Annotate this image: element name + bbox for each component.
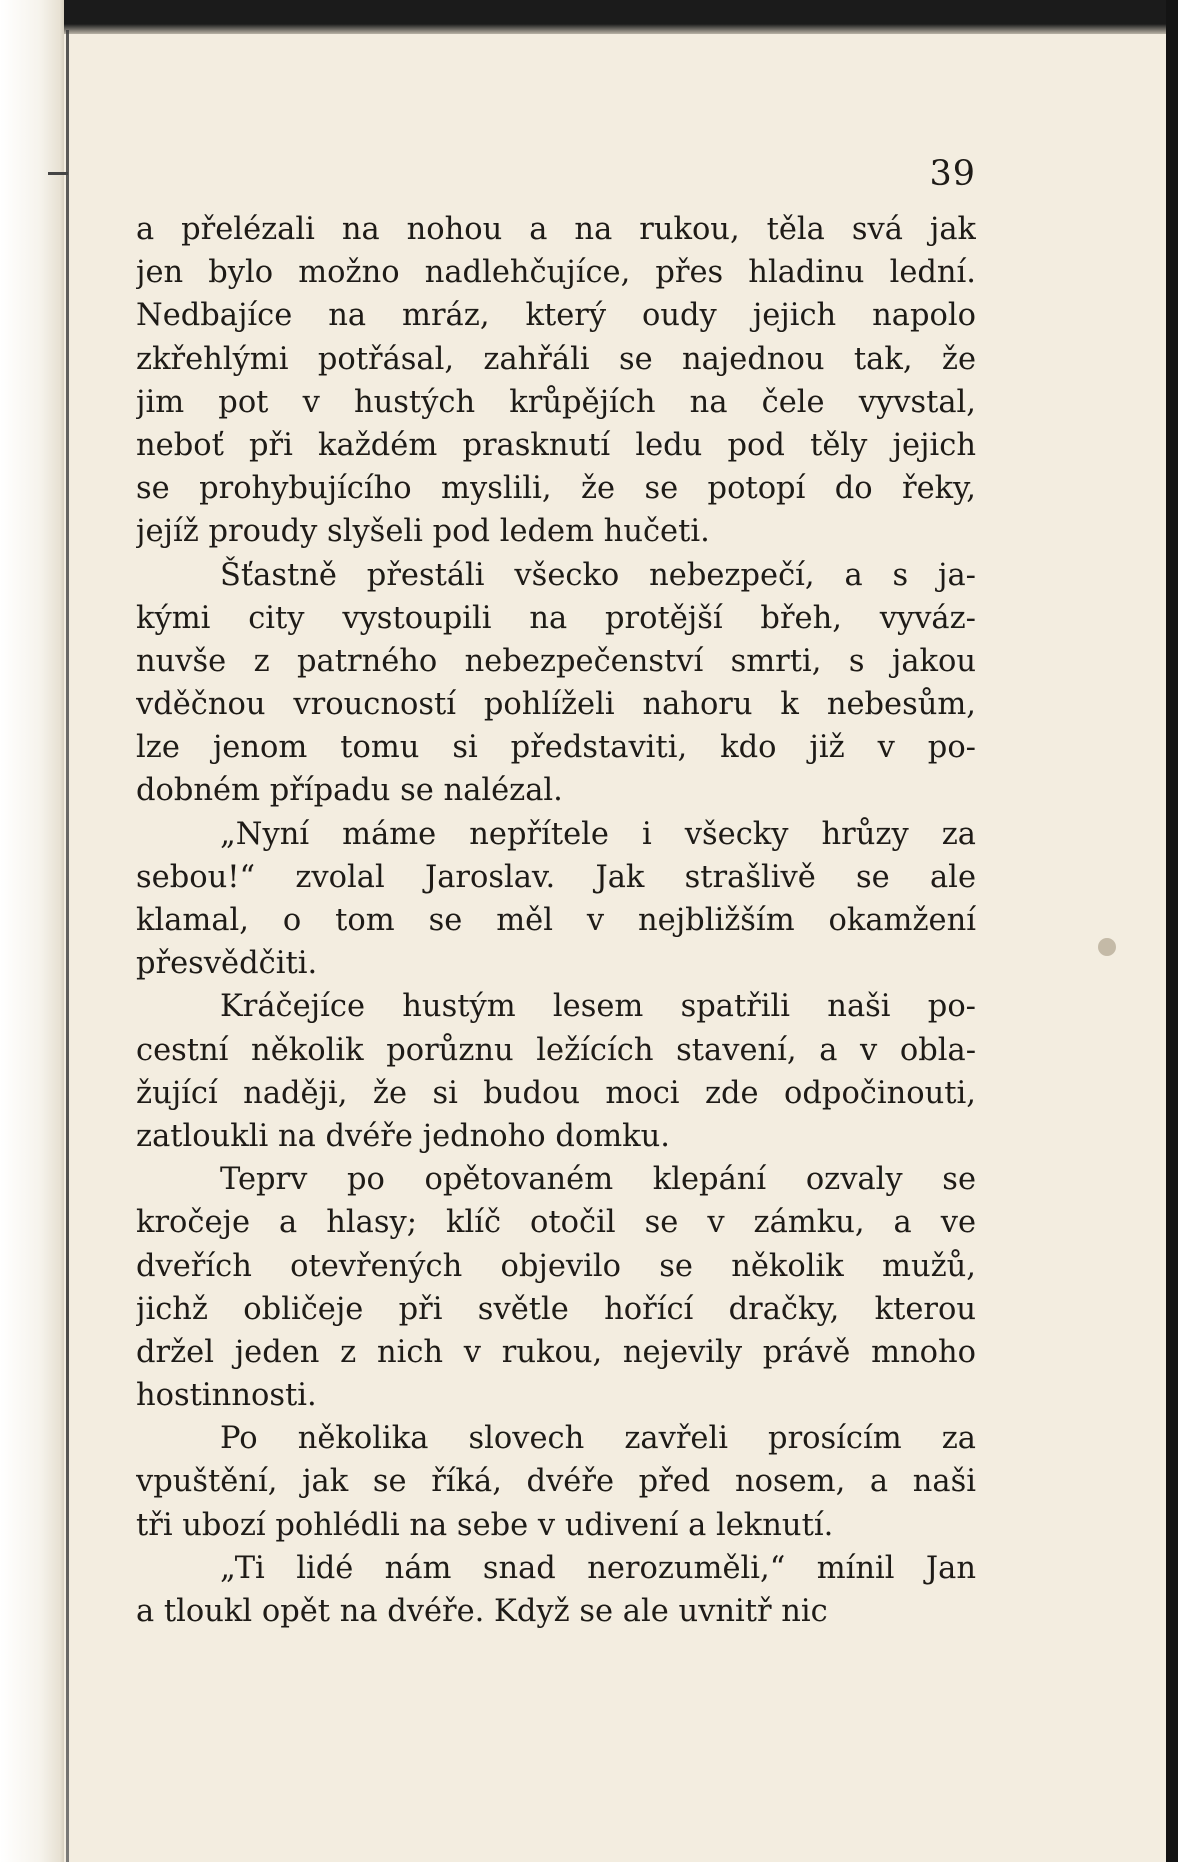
text-line: dveřích otevřených objevilo se několik mužů, bbox=[136, 1248, 976, 1284]
text-line: vděčnou vroucností pohlíželi nahoru k nebesům, bbox=[136, 687, 976, 723]
gutter-rule bbox=[66, 30, 69, 1862]
text-line: hostinnosti. bbox=[136, 1378, 317, 1414]
paper-stain bbox=[1098, 938, 1116, 956]
text-line: jim pot v hustých krůpějích na čele vyvstal, bbox=[136, 384, 976, 420]
text-line: jichž obličeje při světle hořící dračky, kterou bbox=[136, 1291, 976, 1327]
text-line: „Ti lidé nám snad nerozuměli,“ mínil Jan bbox=[220, 1550, 976, 1586]
page-content bbox=[136, 156, 976, 1633]
paragraph bbox=[136, 1417, 976, 1547]
text-line: Kráčejíce hustým lesem spatřili naši po- bbox=[220, 989, 976, 1025]
text-line: cestní několik porůznu ležících stavení, a v obla- bbox=[136, 1032, 976, 1068]
paragraph bbox=[136, 554, 976, 813]
text-line: a tloukl opět na dvéře. Když se ale uvnitř nic bbox=[136, 1594, 828, 1629]
text-line: a přelézali na nohou a na rukou, těla svá jak bbox=[136, 212, 976, 247]
text-line: neboť při každém prasknutí ledu pod těly jejich bbox=[136, 427, 976, 463]
text-line: dobném případu se nalézal. bbox=[136, 773, 563, 809]
paragraph bbox=[136, 1158, 976, 1417]
text-line: zkřehlými potřásal, zahřáli se najednou tak, že bbox=[136, 341, 976, 377]
text-line: jen bylo možno nadlehčujíce, přes hladinu lední. bbox=[136, 255, 976, 291]
scan-top-edge bbox=[0, 0, 1178, 34]
text-line: Nedbajíce na mráz, který oudy jejich napolo bbox=[136, 298, 976, 334]
text-line: lze jenom tomu si představiti, kdo již v po- bbox=[136, 730, 976, 766]
gutter-mark bbox=[48, 172, 68, 175]
text-line: „Nyní máme nepřítele i všecky hrůzy za bbox=[220, 816, 976, 852]
paragraph bbox=[136, 985, 976, 1158]
text-line: jejíž proudy slyšeli pod ledem hučeti. bbox=[136, 514, 710, 550]
page-number: 39 bbox=[929, 154, 976, 194]
text-line: přesvědčiti. bbox=[136, 946, 318, 982]
text-line: nuvše z patrného nebezpečenství smrti, s jakou bbox=[136, 643, 976, 679]
text-line: klamal, o tom se měl v nejbližším okamžení bbox=[136, 903, 976, 938]
paragraph bbox=[136, 208, 976, 554]
text-line: držel jeden z nich v rukou, nejevily právě mnoho bbox=[136, 1334, 976, 1370]
text-line: kročeje a hlasy; klíč otočil se v zámku, a ve bbox=[136, 1205, 976, 1241]
text-line: žující naději, že si budou moci zde odpočinouti, bbox=[136, 1075, 976, 1111]
paragraph bbox=[136, 1547, 976, 1633]
text-line: vpuštění, jak se říká, dvéře před nosem, a naši bbox=[136, 1464, 976, 1500]
text-line: se prohybujícího myslili, že se potopí do řeky, bbox=[136, 471, 976, 507]
text-line: Po několika slovech zavřeli prosícím za bbox=[220, 1421, 976, 1457]
book-gutter bbox=[0, 0, 64, 1862]
text-line: Šťastně přestáli všecko nebezpečí, a s ja- bbox=[220, 557, 976, 593]
body-text bbox=[136, 208, 976, 1633]
scan-right-edge bbox=[1166, 0, 1178, 1862]
text-line: sebou!“ zvolal Jaroslav. Jak strašlivě se ale bbox=[136, 859, 976, 895]
text-line: zatloukli na dvéře jednoho domku. bbox=[136, 1118, 670, 1154]
text-line: kými city vystoupili na protější břeh, vyváz- bbox=[136, 600, 976, 636]
text-line: Teprv po opětovaném klepání ozvaly se bbox=[220, 1162, 976, 1198]
paragraph bbox=[136, 813, 976, 986]
text-line: tři ubozí pohlédli na sebe v udivení a leknutí. bbox=[136, 1507, 834, 1543]
